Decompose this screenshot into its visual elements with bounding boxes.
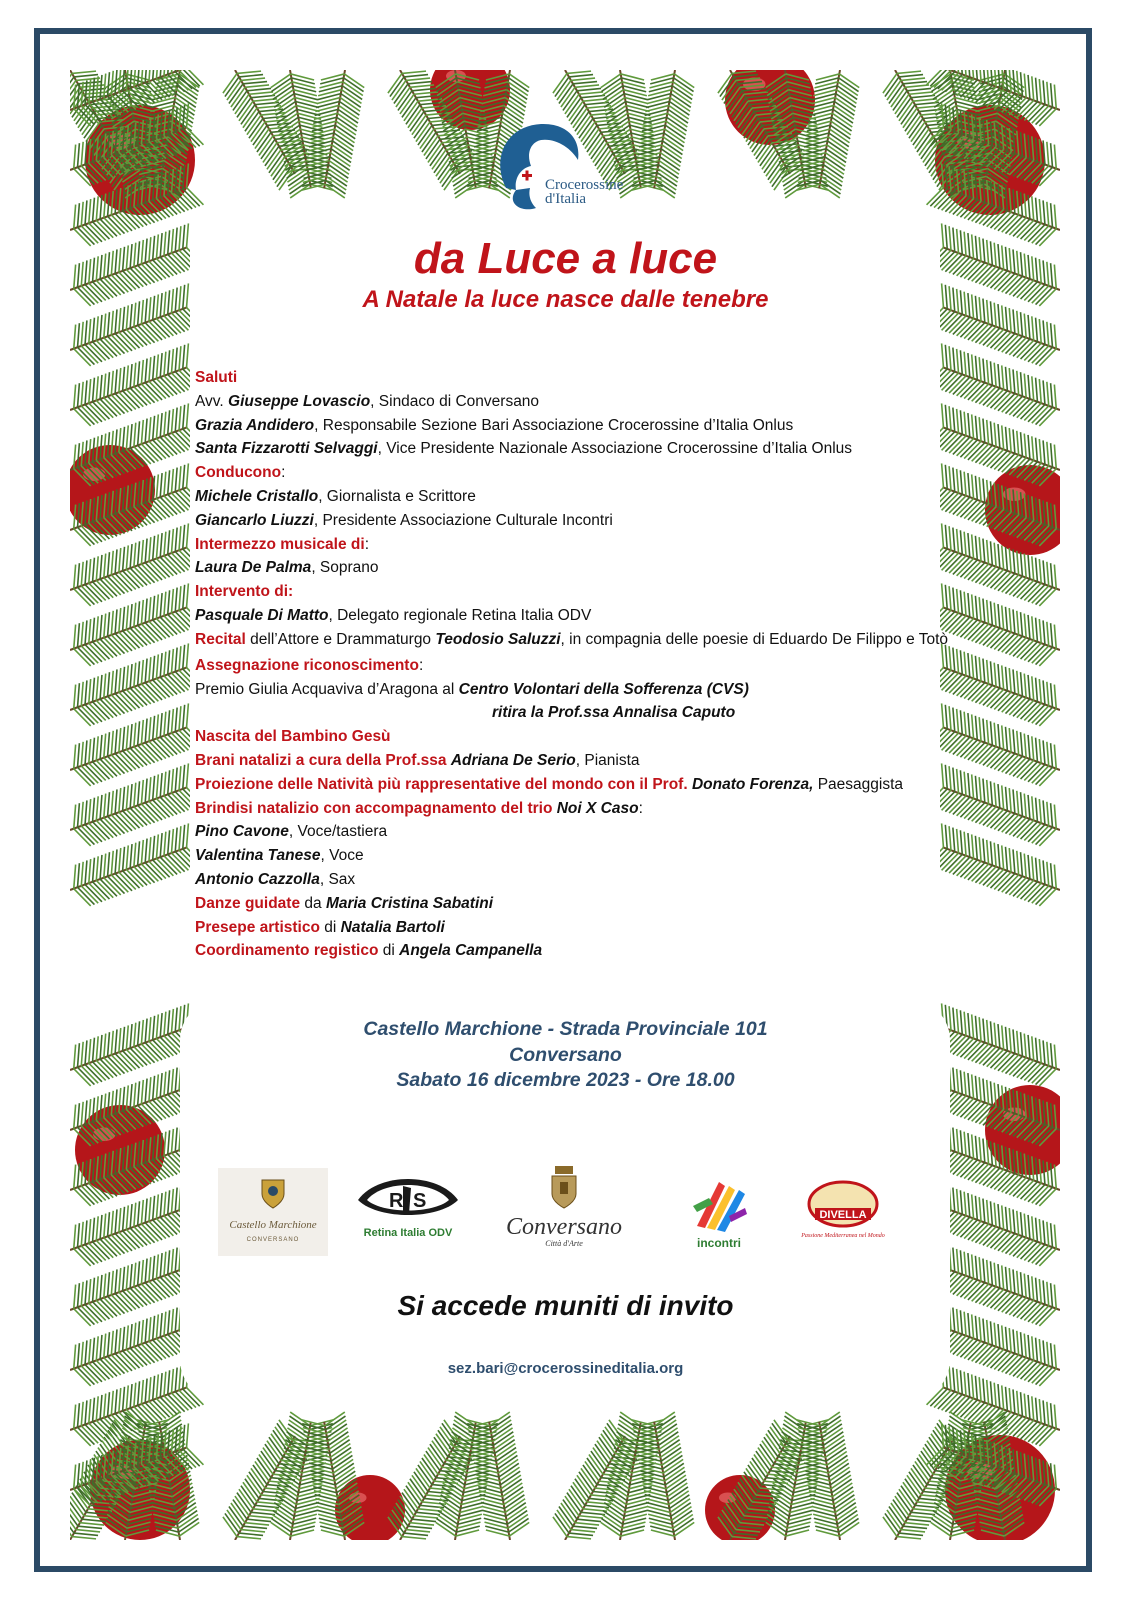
- section-intervento: [195, 580, 960, 604]
- person-name: Giuseppe Lovascio: [228, 392, 371, 410]
- program-row: [195, 939, 960, 963]
- colon: :: [418, 656, 424, 674]
- sponsor-castello-sub: CONVERSANO: [246, 1237, 300, 1243]
- section-label: Danze guidate: [195, 894, 301, 912]
- section-label: Intermezzo musicale di: [195, 535, 365, 553]
- program: [195, 366, 960, 963]
- person-name: Pino Cavone: [195, 823, 289, 841]
- sponsor-castello-marchione: [218, 1168, 328, 1256]
- person-name: Angela Campanella: [399, 942, 543, 960]
- person-name: Donato Forenza,: [691, 775, 814, 793]
- recital-text: dell’Attore e Drammaturgo: [245, 630, 436, 648]
- program-row: [195, 509, 960, 533]
- program-row: [195, 820, 960, 844]
- section-label: Coordinamento registico: [195, 942, 379, 960]
- person-name: Laura De Palma: [195, 559, 312, 577]
- person-role: , Voce/tastiera: [288, 823, 388, 841]
- connector: da: [300, 894, 326, 912]
- divella-logo-icon: [805, 1180, 881, 1228]
- person-role: , Sindaco di Conversano: [370, 392, 540, 410]
- event-subtitle: A Natale la luce nasce dalle tenebre: [362, 286, 769, 313]
- program-row: [195, 773, 960, 797]
- person-name: Teodosio Saluzzi: [435, 630, 561, 648]
- venue-datetime: Sabato 16 dicembre 2023 - Ore 18.00: [396, 1069, 735, 1091]
- program-row: [195, 437, 960, 461]
- logo-text: Crocerossine d'Italia: [545, 177, 624, 207]
- logo-wordmark: [545, 178, 623, 206]
- program-row: [195, 556, 960, 580]
- venue-address: Castello Marchione - Strada Provinciale 101: [363, 1018, 768, 1040]
- section-label: Saluti: [195, 369, 238, 386]
- section-nascita: [195, 725, 960, 749]
- person-name: Santa Fizzarotti Selvaggi: [195, 440, 378, 458]
- sponsor-castello-name: Castello Marchione: [229, 1219, 317, 1231]
- program-row: [195, 916, 960, 940]
- person-name: Valentina Tanese: [195, 847, 321, 865]
- sponsor-divella: [800, 1180, 886, 1252]
- program-row: [195, 797, 960, 821]
- section-label: Intervento di:: [195, 583, 294, 601]
- colon: :: [638, 799, 643, 817]
- program-row: [195, 485, 960, 509]
- program-row: [195, 749, 960, 773]
- incontri-logo-icon: [689, 1176, 749, 1232]
- program-row: [195, 678, 960, 702]
- sponsor-divella-sub: Passione Mediterranea nel Mondo: [801, 1233, 885, 1239]
- section-intermezzo: [195, 533, 960, 557]
- section-label: Brindisi natalizio con accompagnamento del trio: [195, 799, 557, 817]
- award-text: Premio Giulia Acquaviva d’Aragona al: [195, 680, 459, 698]
- award-recipient: Centro Volontari della Sofferenza (CVS): [458, 680, 749, 698]
- person-name: Grazia Andidero: [195, 416, 315, 434]
- person-role: , Responsabile Sezione Bari Associazione Crocerossine d’Italia Onlus: [314, 416, 794, 434]
- divella-wordmark: DIVELLA: [819, 1209, 867, 1221]
- program-row: [195, 868, 960, 892]
- sponsor-incontri-name: incontri: [697, 1236, 741, 1250]
- sponsor-conversano-name: Conversano: [506, 1214, 622, 1240]
- colon: :: [281, 464, 286, 482]
- award-collector: ritira la Prof.ssa Annalisa Caputo: [492, 704, 736, 722]
- person-role: , Pianista: [575, 751, 640, 769]
- sponsor-conversano-sub: Città d'Arte: [545, 1239, 583, 1248]
- connector: di: [378, 942, 400, 960]
- section-label: Recital: [195, 630, 246, 648]
- colon: :: [364, 535, 370, 553]
- person-role: , Vice Presidente Nazionale Associazione Crocerossine d’Italia Onlus: [377, 440, 853, 458]
- person-role: , Delegato regionale Retina Italia ODV: [328, 606, 592, 624]
- connector: di: [319, 918, 341, 936]
- venue-block: [0, 1017, 1131, 1094]
- program-row: [195, 892, 960, 916]
- person-name: Adriana De Serio: [450, 751, 576, 769]
- person-name: Pasquale Di Matto: [195, 606, 329, 624]
- program-row: [195, 390, 960, 414]
- person-name: Giancarlo Liuzzi: [195, 511, 314, 529]
- person-role: , Voce: [320, 847, 364, 865]
- person-name: Michele Cristallo: [195, 487, 319, 505]
- event-title: da Luce a luce: [413, 234, 718, 283]
- program-row: [195, 701, 960, 725]
- section-label: Proiezione delle Natività più rappresentative del mondo con il Prof.: [195, 775, 692, 793]
- program-row-recital: [195, 628, 960, 648]
- sponsor-retina-name: Retina Italia ODV: [363, 1227, 453, 1239]
- trio-name: Noi X Caso: [556, 799, 639, 817]
- invite-notice: Si accede muniti di invito: [397, 1290, 734, 1321]
- person-role: , Presidente Associazione Culturale Incontri: [313, 511, 613, 529]
- section-saluti: [195, 366, 960, 390]
- program-row: [195, 604, 960, 628]
- section-label: Conducono: [195, 464, 282, 482]
- sponsor-incontri: [686, 1176, 752, 1250]
- person-name: Maria Cristina Sabatini: [325, 894, 494, 912]
- venue-city: Conversano: [509, 1043, 622, 1066]
- person-name: Antonio Cazzolla: [195, 870, 320, 888]
- person-role: , Soprano: [311, 559, 379, 577]
- sponsor-conversano: [504, 1164, 624, 1260]
- section-label: Brani natalizi a cura della Prof.ssa: [195, 751, 451, 769]
- eye-logo-icon: [353, 1170, 463, 1222]
- section-label: Presepe artistico: [195, 918, 320, 936]
- program-row: [195, 844, 960, 868]
- prefix: Avv.: [195, 392, 229, 410]
- program-row: [195, 414, 960, 438]
- person-name: Natalia Bartoli: [340, 918, 445, 936]
- city-crest-icon: [549, 1164, 579, 1210]
- person-role: , Giornalista e Scrittore: [318, 487, 476, 505]
- section-label: Assegnazione riconoscimento: [195, 656, 419, 674]
- section-assegnazione: [195, 654, 960, 678]
- coat-of-arms-icon: [260, 1176, 286, 1210]
- person-role: , Sax: [319, 870, 356, 888]
- sponsor-retina-italia: [352, 1170, 464, 1250]
- section-label: Nascita del Bambino Gesù: [195, 728, 391, 746]
- contact-email: sez.bari@crocerossineditalia.org: [447, 1360, 684, 1377]
- person-role: Paesaggista: [813, 775, 904, 793]
- section-conducono: [195, 461, 960, 485]
- recital-rest: , in compagnia delle poesie di Eduardo De Filippo e Totò: [560, 630, 949, 648]
